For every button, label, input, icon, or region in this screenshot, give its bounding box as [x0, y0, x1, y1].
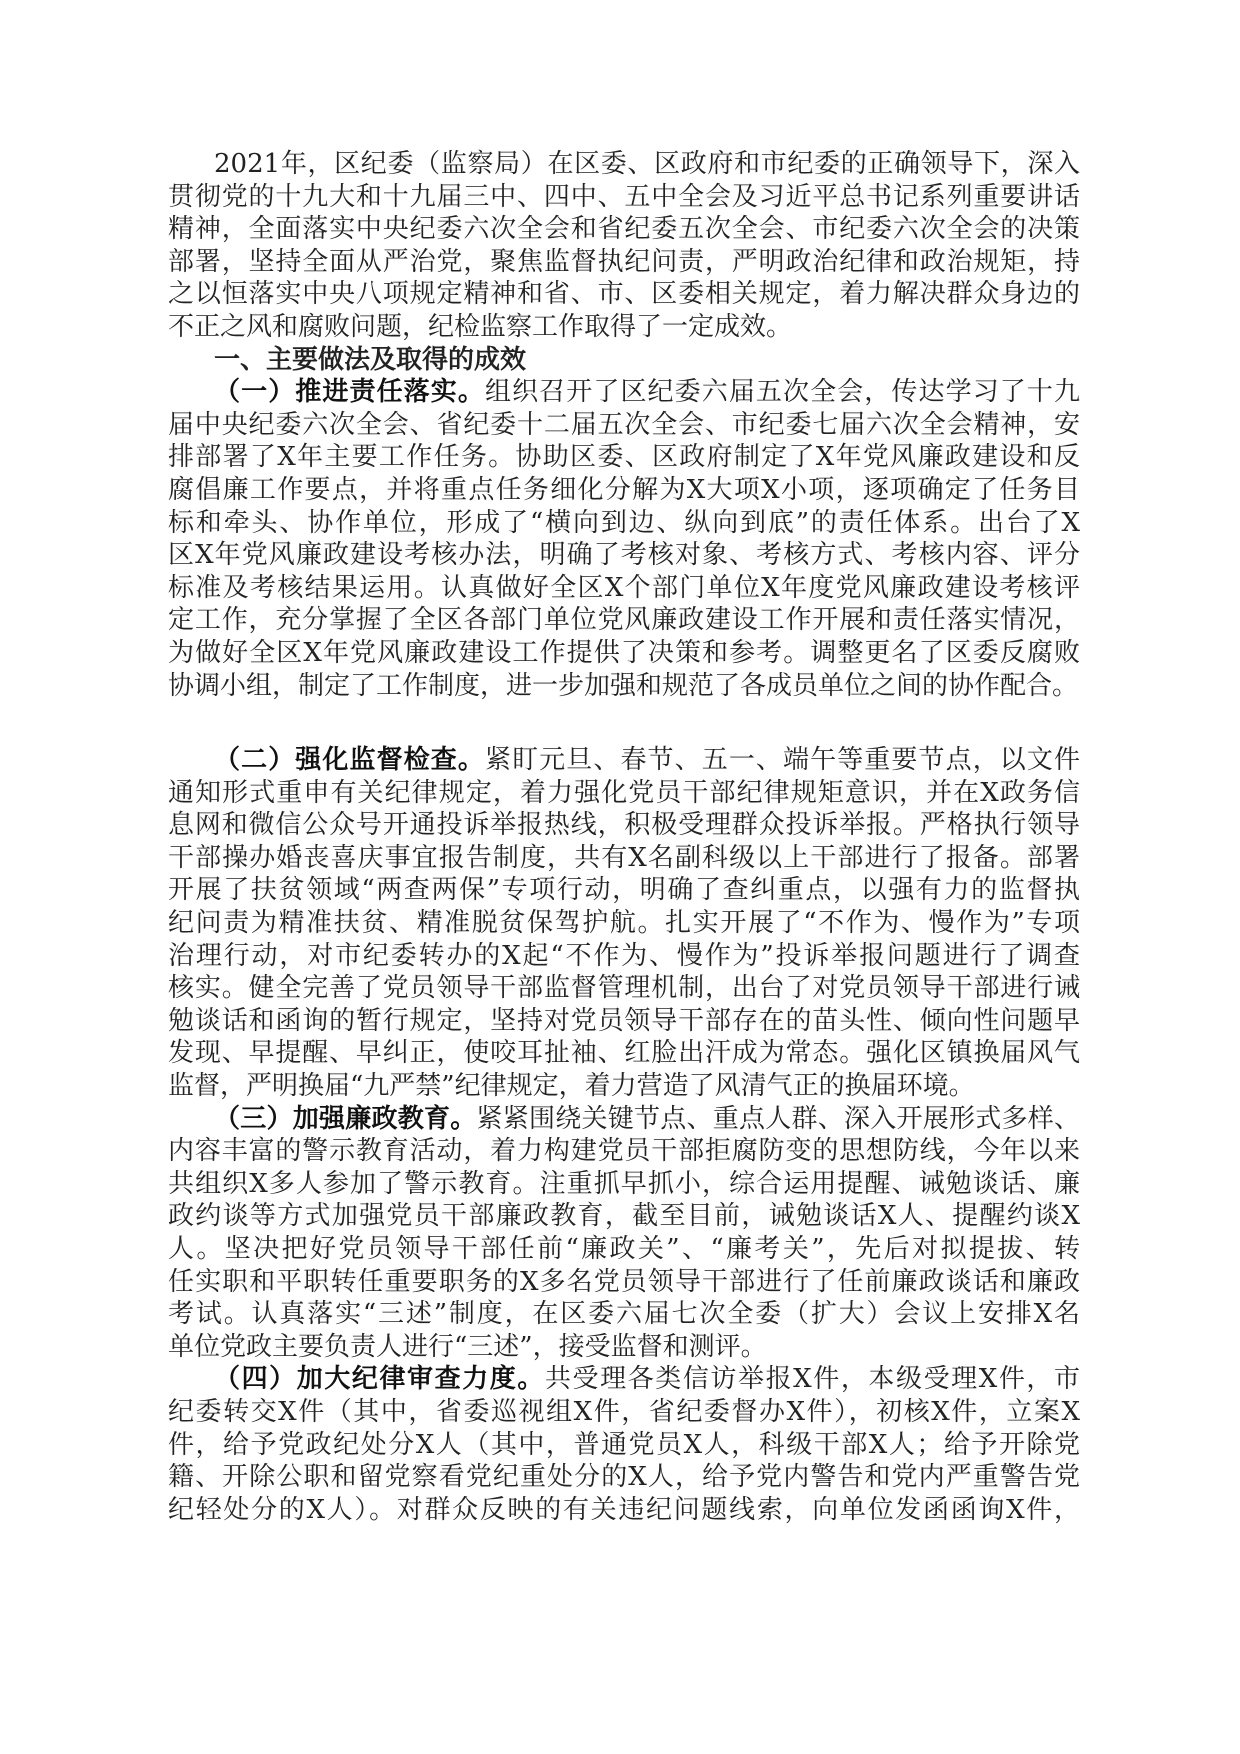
text-line: 标准及考核结果运用。认真做好全区X个部门单位X年度党风廉政建设考核评 — [168, 572, 1080, 603]
section-2-paragraph — [168, 744, 1080, 1103]
section-lead: （一）推进责任落实。 — [214, 377, 485, 408]
text-line: 息网和微信公众号开通投诉举报热线，积极受理群众投诉举报。严格执行领导 — [168, 810, 1080, 841]
text-line: 定工作，充分掌握了全区各部门单位党风廉政建设工作开展和责任落实情况， — [168, 605, 1080, 636]
section-heading: 一、主要做法及取得的成效 — [214, 344, 527, 375]
text-line: 共组织X多人参加了警示教育。注重抓早抓小，综合运用提醒、诫勉谈话、廉 — [168, 1168, 1080, 1199]
text-line: 件，给予党政纪处分X人（其中，普通党员X人，科级干部X人；给予开除党 — [168, 1429, 1080, 1460]
text-line: 纪轻处分的X人）。对群众反映的有关违纪问题线索，向单位发函函询X件， — [168, 1494, 1080, 1525]
text-line: 排部署了X年主要工作任务。协助区委、区政府制定了X年党风廉政建设和反 — [168, 442, 1080, 473]
text-line: 精神，全面落实中央纪委六次全会和省纪委五次全会、市纪委六次全会的决策 — [168, 214, 1080, 245]
text-line: 贯彻党的十九大和十九届三中、四中、五中全会及习近平总书记系列重要讲话 — [168, 181, 1080, 212]
text-line: 发现、早提醒、早纠正，使咬耳扯袖、红脸出汗成为常态。强化区镇换届风气 — [168, 1038, 1080, 1069]
text-line: 共受理各类信访举报X件，本级受理X件，市 — [544, 1364, 1080, 1395]
text-line: 紧紧围绕关键节点、重点人群、深入开展形式多样、 — [476, 1103, 1080, 1134]
text-line: 人。坚决把好党员领导干部任前“廉政关”、“廉考关”，先后对拟提拔、转 — [168, 1234, 1080, 1264]
text-line: 内容丰富的警示教育活动，着力构建党员干部拒腐防变的思想防线，今年以来 — [168, 1136, 1080, 1167]
text-line: 为做好全区X年党风廉政建设工作提供了决策和参考。调整更名了区委反腐败 — [168, 637, 1080, 668]
section-lead: （二）强化监督检查。 — [214, 745, 485, 776]
blank-gap — [168, 702, 1080, 744]
text-line: 治理行动，对市纪委转办的X起“不作为、慢作为”投诉举报问题进行了调查 — [168, 940, 1080, 971]
text-line: 2021年，区纪委（监察局）在区委、区政府和市纪委的正确领导下，深入 — [214, 149, 1080, 179]
text-line: 干部操办婚丧喜庆事宜报告制度，共有X名副科级以上干部进行了报备。部署 — [168, 842, 1080, 873]
text-line: 纪问责为精准扶贫、精准脱贫保驾护航。扎实开展了“不作为、慢作为”专项 — [168, 908, 1080, 939]
section-lead: （四）加大纪律审查力度。 — [214, 1364, 545, 1395]
text-line: 区X年党风廉政建设考核办法，明确了考核对象、考核方式、考核内容、评分 — [168, 540, 1080, 571]
text-line: 协调小组，制定了工作制度，进一步加强和规范了各成员单位之间的协作配合。 — [168, 670, 1079, 701]
document-page — [168, 148, 1080, 1526]
text-line: 核实。健全完善了党员领导干部监督管理机制，出台了对党员领导干部进行诫 — [168, 973, 1080, 1004]
text-line: 籍、开除公职和留党察看党纪重处分的X人，给予党内警告和党内严重警告党 — [168, 1462, 1080, 1493]
text-line: 紧盯元旦、春节、五一、端午等重要节点，以文件 — [484, 745, 1080, 776]
text-line: 勉谈话和函询的暂行规定，坚持对党员领导干部存在的苗头性、倾向性问题早 — [168, 1005, 1080, 1036]
text-line: 不正之风和腐败问题，纪检监察工作取得了一定成效。 — [168, 311, 793, 342]
text-line: 监督，严明换届“九严禁”纪律规定，着力营造了风清气正的换届环境。 — [168, 1071, 975, 1102]
section-1-paragraph — [168, 376, 1080, 702]
text-line: 组织召开了区纪委六届五次全会，传达学习了十九 — [484, 377, 1080, 408]
text-line: 之以恒落实中央八项规定精神和省、市、区委相关规定，着力解决群众身边的 — [168, 279, 1080, 310]
text-line: 纪委转交X件（其中，省委巡视组X件，省纪委督办X件），初核X件，立案X — [168, 1396, 1080, 1427]
text-line: 部署，坚持全面从严治党，聚焦监督执纪问责，严明政治纪律和政治规矩，持 — [168, 246, 1080, 277]
section-3-paragraph — [168, 1103, 1080, 1364]
text-line: 考试。认真落实“三述”制度，在区委六届七次全委（扩大）会议上安排X名 — [168, 1299, 1080, 1330]
text-line: 通知形式重申有关纪律规定，着力强化党员干部纪律规矩意识，并在X政务信 — [168, 777, 1080, 808]
text-line: 单位党政主要负责人进行“三述”，接受监督和测评。 — [168, 1331, 767, 1362]
text-line: 届中央纪委六次全会、省纪委十二届五次全会、市纪委七届六次全会精神，安 — [168, 409, 1080, 440]
text-line: 标和牵头、协作单位，形成了“横向到边、纵向到底”的责任体系。出台了X — [168, 507, 1080, 538]
text-line: 开展了扶贫领域“两查两保”专项行动，明确了查纠重点，以强有力的监督执 — [168, 875, 1080, 906]
text-line: 腐倡廉工作要点，并将重点任务细化分解为X大项X小项，逐项确定了任务目 — [168, 474, 1080, 505]
text-line: 政约谈等方式加强党员干部廉政教育，截至目前，诫勉谈话X人、提醒约谈X — [168, 1201, 1080, 1232]
text-line: 任实职和平职转任重要职务的X多名党员领导干部进行了任前廉政谈话和廉政 — [168, 1266, 1080, 1297]
section-4-paragraph — [168, 1363, 1080, 1526]
intro-paragraph — [168, 148, 1080, 344]
section-lead: （三）加强廉政教育。 — [214, 1103, 477, 1134]
